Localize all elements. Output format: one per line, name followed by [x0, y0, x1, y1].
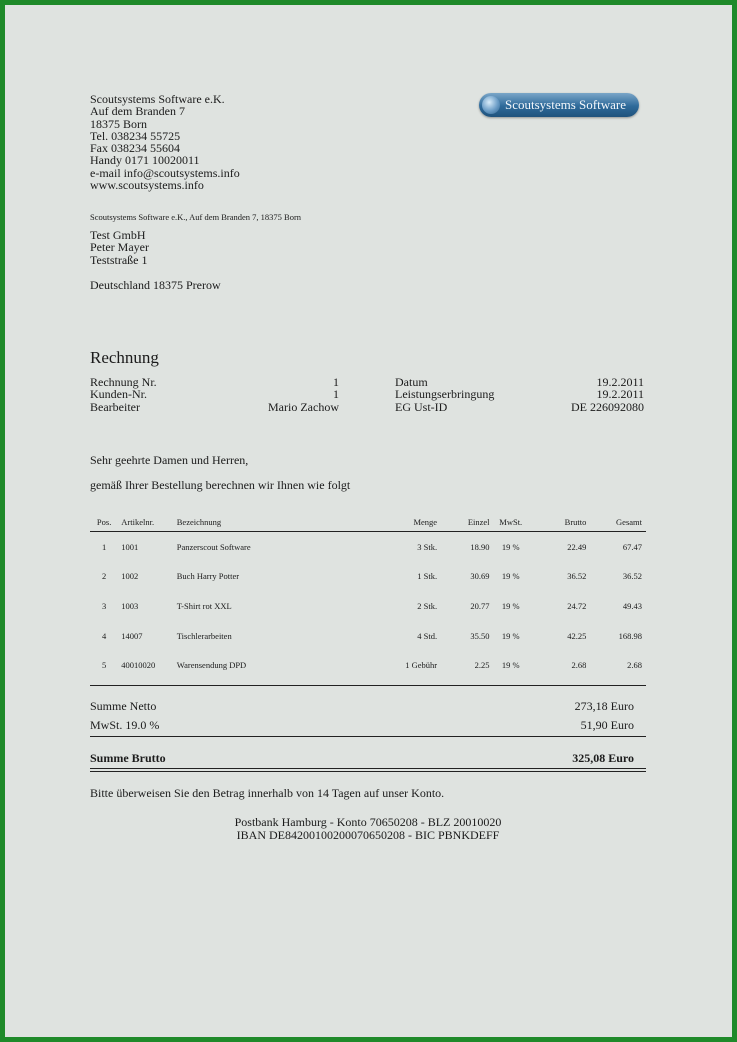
sender-line: Fax 038234 55604	[90, 141, 180, 156]
cell-bez: Tischlerarbeiten	[176, 630, 232, 641]
company-logo	[479, 93, 639, 117]
col-header-brutto: Brutto	[532, 513, 586, 532]
total-brutto-value: 325,08 Euro	[572, 751, 634, 765]
sender-line: Handy 0171 10020011	[90, 153, 200, 168]
sender-line: e-mail info@scoutsystems.info	[90, 165, 240, 180]
total-brutto-label: Summe Brutto	[90, 751, 166, 765]
meta-value: 1	[333, 387, 339, 402]
cell-mwst: 19 %	[501, 571, 520, 582]
return-address: Scoutsystems Software e.K., Auf dem Branden 7, 18375 Born	[90, 212, 302, 222]
col-header-mwst: MwSt.	[490, 513, 532, 532]
cell-brutto: 42.25	[567, 630, 587, 641]
cell-gesamt: 67.47	[622, 541, 642, 552]
page-title: Rechnung	[90, 348, 159, 367]
total-mwst-label: MwSt. 19.0 %	[90, 718, 160, 732]
recipient-address	[90, 229, 149, 266]
cell-mwst: 19 %	[501, 600, 520, 611]
logo-orb-icon	[482, 96, 500, 114]
col-header-gesamt: Gesamt	[586, 513, 646, 532]
col-header-einzel: Einzel	[437, 513, 489, 532]
table-row	[90, 591, 646, 621]
cell-pos: 1	[102, 541, 107, 552]
cell-einzel: 20.77	[470, 600, 490, 611]
cell-mwst: 19 %	[501, 541, 520, 552]
intro-text: gemäß Ihrer Bestellung berechnen wir Ihnen wie folgt	[90, 478, 351, 492]
table-row	[90, 621, 646, 651]
total-brutto-row	[90, 751, 634, 766]
meta-label: EG Ust-ID	[395, 399, 448, 414]
meta-value: Mario Zachow	[268, 399, 339, 414]
recipient-country-line: Deutschland 18375 Prerow	[90, 278, 221, 292]
payment-note: Bitte überweisen Sie den Betrag innerhalb von 14 Tagen auf unser Konto.	[90, 786, 445, 800]
line-items-table	[90, 513, 646, 680]
meta-value: 19.2.2011	[596, 375, 644, 389]
col-header-pos: Pos.	[90, 513, 118, 532]
cell-brutto: 24.72	[567, 600, 587, 611]
sender-line: 18375 Born	[90, 116, 147, 131]
meta-values-right	[525, 376, 644, 413]
divider	[90, 736, 646, 737]
total-netto-label: Summe Netto	[90, 699, 157, 713]
meta-values-left	[205, 376, 339, 413]
recipient-line: Test GmbH	[90, 228, 146, 242]
meta-value: DE 226092080	[571, 399, 644, 414]
bank-details-line1: Postbank Hamburg - Konto 70650208 - BLZ 20010020	[234, 815, 502, 829]
table-header-row	[90, 513, 646, 532]
meta-value: 1	[333, 375, 339, 389]
cell-pos: 4	[102, 630, 107, 641]
col-header-artnr: Artikelnr.	[118, 513, 177, 532]
cell-mwst: 19 %	[501, 630, 520, 641]
bank-details-line2: IBAN DE84200100200070650208 - BIC PBNKDEFF	[236, 828, 500, 842]
cell-pos: 2	[102, 571, 107, 582]
cell-einzel: 35.50	[470, 630, 490, 641]
meta-value: 19.2.2011	[596, 387, 644, 402]
cell-menge: 3 Stk.	[417, 541, 438, 552]
sender-line: www.scoutsystems.info	[90, 178, 204, 193]
meta-labels-left	[90, 376, 157, 413]
recipient-line: Teststraße 1	[90, 252, 148, 267]
cell-artnr: 1003	[121, 600, 139, 611]
cell-menge: 4 Std.	[417, 630, 438, 641]
sender-line: Tel. 038234 55725	[90, 128, 181, 143]
cell-artnr: 14007	[121, 630, 143, 641]
cell-artnr: 40010020	[121, 660, 156, 671]
cell-artnr: 1002	[121, 571, 139, 582]
invoice-page	[5, 5, 732, 1037]
sender-line: Auf dem Branden 7	[90, 104, 185, 119]
cell-einzel: 30.69	[470, 571, 490, 582]
cell-brutto: 36.52	[567, 571, 587, 582]
double-underline-top	[90, 768, 646, 769]
col-header-bez: Bezeichnung	[177, 513, 338, 532]
cell-brutto: 2.68	[571, 660, 587, 671]
cell-menge: 2 Stk.	[417, 600, 438, 611]
meta-labels-right	[395, 376, 494, 413]
total-mwst-row	[90, 718, 634, 733]
cell-menge: 1 Stk.	[417, 571, 438, 582]
recipient-line: Peter Mayer	[90, 240, 149, 255]
table-row	[90, 650, 646, 680]
total-netto-value: 273,18 Euro	[574, 699, 634, 713]
cell-bez: Buch Harry Potter	[176, 571, 240, 582]
cell-bez: T-Shirt rot XXL	[176, 600, 232, 611]
total-netto-row	[90, 699, 634, 714]
cell-einzel: 18.90	[470, 541, 490, 552]
cell-brutto: 22.49	[567, 541, 587, 552]
total-mwst-value: 51,90 Euro	[580, 718, 634, 732]
cell-mwst: 19 %	[501, 660, 520, 671]
divider	[90, 685, 646, 686]
meta-label: Datum	[395, 375, 428, 389]
cell-pos: 3	[102, 600, 107, 611]
cell-einzel: 2.25	[474, 660, 490, 671]
cell-bez: Warensendung DPD	[176, 660, 247, 671]
table-row	[90, 532, 646, 562]
cell-artnr: 1001	[121, 541, 139, 552]
sender-line: Scoutsystems Software e.K.	[90, 92, 225, 106]
meta-label: Kunden-Nr.	[90, 387, 147, 402]
cell-pos: 5	[102, 660, 107, 671]
sender-address	[90, 93, 240, 191]
col-header-menge: Menge	[338, 513, 437, 532]
salutation: Sehr geehrte Damen und Herren,	[90, 453, 249, 467]
meta-label: Rechnung Nr.	[90, 375, 157, 389]
cell-bez: Panzerscout Software	[176, 541, 251, 552]
cell-gesamt: 49.43	[622, 600, 642, 611]
meta-label: Bearbeiter	[90, 399, 140, 414]
logo-text: Scoutsystems Software	[505, 97, 626, 112]
cell-gesamt: 2.68	[627, 660, 642, 671]
cell-gesamt: 168.98	[618, 630, 642, 641]
cell-menge: 1 Gebühr	[405, 660, 438, 671]
double-underline-bottom	[90, 771, 646, 772]
table-row	[90, 562, 646, 592]
meta-label: Leistungserbringung	[395, 387, 495, 402]
cell-gesamt: 36.52	[622, 571, 642, 582]
